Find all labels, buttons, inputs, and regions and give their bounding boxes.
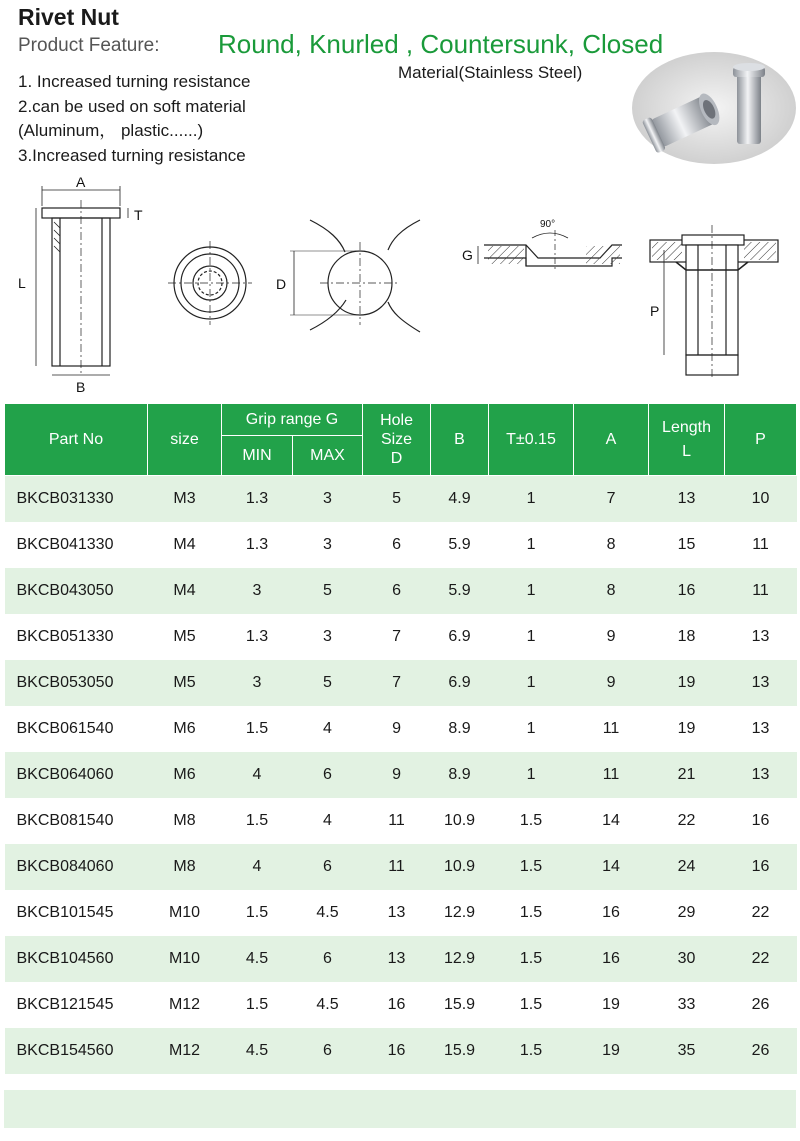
cell-part-no: BKCB064060 [5, 752, 148, 798]
cell-a: 16 [602, 904, 620, 921]
dim-label-b: B [76, 379, 86, 395]
cell-t: 1.5 [519, 904, 543, 921]
cell-grip-min: 1.3 [245, 628, 269, 645]
cell-length: 24 [649, 844, 725, 890]
cell-a: 8 [574, 568, 649, 614]
cell-size: M4 [173, 536, 196, 553]
cell-grip-max: 4 [323, 812, 332, 829]
cell-hole-size: 13 [363, 936, 431, 982]
cell-part-no: BKCB154560 [5, 1028, 148, 1074]
cell-grip-max: 6 [293, 752, 363, 798]
cell-t: 1 [489, 752, 574, 798]
cell-part-no: BKCB061540 [16, 720, 114, 737]
cell-size: M8 [148, 844, 222, 890]
dim-label-a: A [76, 174, 86, 190]
technical-drawings [0, 170, 800, 395]
cell-a: 11 [602, 720, 620, 737]
cell-a: 19 [602, 996, 620, 1013]
cell-length: 15 [677, 536, 696, 553]
cell-grip-max: 4 [323, 720, 332, 737]
table-row [5, 614, 797, 660]
cell-length: 13 [649, 476, 725, 523]
cell-b: 15.9 [443, 996, 476, 1013]
table-row [5, 706, 797, 752]
cell-a: 9 [574, 660, 649, 706]
product-feature-value: Round, Knurled , Countersunk, Closed [218, 29, 664, 59]
feature-item: 1. Increased turning resistance [18, 72, 251, 91]
cell-t: 1 [526, 720, 536, 737]
cell-grip-max: 6 [293, 1028, 363, 1074]
cell-grip-max: 6 [293, 936, 363, 982]
cell-hole-size: 7 [363, 660, 431, 706]
cell-grip-min: 4.5 [222, 1028, 293, 1074]
cell-p: 22 [725, 936, 797, 982]
cell-grip-min: 3 [222, 568, 293, 614]
cell-part-no: BKCB121545 [16, 996, 114, 1013]
cell-hole-size: 9 [363, 752, 431, 798]
dim-label-l: L [18, 275, 26, 291]
cell-hole-size: 13 [387, 904, 406, 921]
cell-size: M5 [173, 628, 196, 645]
cell-a: 14 [574, 844, 649, 890]
cell-b: 10.9 [431, 844, 489, 890]
cell-grip-max: 3 [293, 476, 363, 523]
header-a: A [574, 404, 649, 476]
cell-part-no: BKCB101545 [16, 904, 114, 921]
cell-b: 8.9 [448, 720, 471, 737]
header-b: B [431, 404, 489, 476]
table-row [5, 890, 797, 936]
table-row [5, 844, 797, 890]
cell-t: 1.5 [489, 1028, 574, 1074]
table-row [5, 936, 797, 982]
cell-size: M4 [148, 568, 222, 614]
dim-label-g: G [462, 247, 473, 263]
installed-section-drawing [650, 225, 778, 380]
top-view-drawing [168, 241, 252, 325]
cell-size: M12 [168, 996, 201, 1013]
table-row [5, 522, 797, 568]
cell-grip-min: 4.5 [222, 936, 293, 982]
header-max: MAX [293, 436, 363, 476]
cell-size: M12 [148, 1028, 222, 1074]
cell-p: 16 [725, 844, 797, 890]
cell-a: 16 [574, 936, 649, 982]
cell-grip-max: 4.5 [316, 904, 339, 921]
cell-hole-size: 11 [363, 844, 431, 890]
spec-table [4, 403, 797, 1074]
cell-size: M10 [148, 936, 222, 982]
cell-b: 6.9 [431, 660, 489, 706]
cell-t: 1 [489, 660, 574, 706]
cell-grip-min: 4 [222, 844, 293, 890]
material-text: Material(Stainless Steel) [398, 63, 583, 82]
cell-p: 10 [725, 476, 797, 523]
spec-table-body [5, 476, 797, 1075]
cell-part-no: BKCB053050 [5, 660, 148, 706]
cell-hole-size: 16 [363, 1028, 431, 1074]
cell-part-no: BKCB081540 [16, 812, 114, 829]
cell-part-no: BKCB084060 [5, 844, 148, 890]
feature-item: 3.Increased turning resistance [18, 145, 246, 165]
cell-grip-min: 1.5 [245, 904, 269, 921]
table-row [5, 752, 797, 798]
cell-part-no: BKCB041330 [16, 536, 114, 553]
header-length: Length L [649, 404, 725, 476]
dim-label-angle: 90° [540, 219, 556, 230]
cell-b: 10.9 [443, 812, 476, 829]
cell-p: 16 [751, 812, 770, 829]
feature-list [18, 70, 250, 168]
cell-length: 22 [677, 812, 696, 829]
cell-grip-max: 4.5 [316, 996, 339, 1013]
table-row [5, 568, 797, 614]
cell-b: 4.9 [431, 476, 489, 523]
cell-hole-size: 16 [387, 996, 406, 1013]
cell-hole-size: 7 [392, 628, 401, 645]
cell-grip-min: 1.5 [245, 812, 269, 829]
cell-a: 8 [606, 536, 616, 553]
feature-item: (Aluminum， plastic......) [18, 121, 204, 140]
cell-grip-max: 3 [323, 628, 332, 645]
cell-p: 13 [751, 720, 770, 737]
cell-size: M6 [148, 752, 222, 798]
page-title: Rivet Nut [18, 4, 119, 30]
dim-label-p: P [650, 303, 660, 319]
cell-a: 14 [602, 812, 620, 829]
header-part-no: Part No [5, 404, 148, 476]
cell-hole-size: 6 [392, 536, 401, 553]
table-row [5, 1028, 797, 1074]
cell-grip-min: 3 [222, 660, 293, 706]
cell-a: 11 [574, 752, 649, 798]
cell-hole-size: 5 [363, 476, 431, 523]
cell-b: 12.9 [443, 904, 476, 921]
table-row [5, 982, 797, 1028]
table-row [5, 660, 797, 706]
cell-grip-min: 4 [222, 752, 293, 798]
cell-p: 11 [725, 568, 797, 614]
cell-grip-min: 1.3 [222, 476, 293, 523]
countersink-section-drawing [478, 230, 622, 272]
cell-size: M3 [148, 476, 222, 523]
cell-length: 30 [649, 936, 725, 982]
cell-b: 12.9 [431, 936, 489, 982]
cell-grip-max: 3 [323, 536, 332, 553]
cell-hole-size: 9 [392, 720, 401, 737]
dim-label-d: D [276, 276, 287, 292]
header-size: size [148, 404, 222, 476]
cell-length: 18 [677, 628, 696, 645]
table-footer-band [4, 1090, 796, 1128]
cell-t: 1.5 [489, 844, 574, 890]
cell-length: 16 [649, 568, 725, 614]
cell-grip-max: 5 [293, 568, 363, 614]
cell-length: 33 [677, 996, 696, 1013]
cell-part-no: BKCB031330 [5, 476, 148, 523]
hole-size-drawing [290, 220, 420, 332]
cell-t: 1.5 [519, 996, 543, 1013]
header-grip-range: Grip range G [222, 404, 363, 436]
cell-t: 1 [489, 568, 574, 614]
cell-b: 8.9 [431, 752, 489, 798]
cell-part-no: BKCB104560 [5, 936, 148, 982]
cell-grip-max: 6 [293, 844, 363, 890]
product-photo [632, 52, 796, 164]
dim-label-t: T [134, 207, 143, 223]
feature-item: 2.can be used on soft material [18, 96, 246, 116]
cell-hole-size: 6 [363, 568, 431, 614]
cell-length: 21 [649, 752, 725, 798]
side-view-drawing [36, 186, 128, 375]
cell-b: 15.9 [431, 1028, 489, 1074]
cell-size: M8 [173, 812, 196, 829]
cell-t: 1 [489, 476, 574, 523]
cell-grip-min: 1.5 [245, 720, 269, 737]
header-min: MIN [222, 436, 293, 476]
cell-length: 19 [677, 720, 696, 737]
cell-size: M6 [173, 720, 196, 737]
cell-p: 26 [725, 1028, 797, 1074]
cell-t: 1.5 [519, 812, 543, 829]
table-row [5, 798, 797, 844]
cell-p: 11 [752, 536, 769, 553]
cell-length: 19 [649, 660, 725, 706]
cell-size: M5 [148, 660, 222, 706]
cell-grip-min: 1.5 [245, 996, 269, 1013]
cell-grip-min: 1.3 [245, 536, 269, 553]
product-feature-label: Product Feature: [18, 35, 160, 56]
cell-a: 19 [574, 1028, 649, 1074]
cell-a: 7 [574, 476, 649, 523]
cell-b: 6.9 [448, 628, 471, 645]
cell-part-no: BKCB043050 [5, 568, 148, 614]
cell-t: 1 [526, 536, 536, 553]
cell-p: 22 [751, 904, 770, 921]
cell-p: 13 [751, 628, 770, 645]
cell-b: 5.9 [448, 536, 471, 553]
header-p: P [725, 404, 797, 476]
cell-hole-size: 11 [388, 812, 405, 829]
table-row [5, 476, 797, 523]
header-hole-size: Hole Size D [363, 404, 431, 476]
cell-b: 5.9 [431, 568, 489, 614]
cell-a: 9 [606, 628, 616, 645]
cell-t: 1.5 [489, 936, 574, 982]
cell-size: M10 [168, 904, 201, 921]
cell-grip-max: 5 [293, 660, 363, 706]
cell-t: 1 [526, 628, 536, 645]
cell-part-no: BKCB051330 [16, 628, 114, 645]
cell-p: 13 [725, 752, 797, 798]
cell-p: 26 [751, 996, 770, 1013]
cell-length: 35 [649, 1028, 725, 1074]
header-t: T±0.15 [489, 404, 574, 476]
cell-length: 29 [677, 904, 696, 921]
cell-p: 13 [725, 660, 797, 706]
